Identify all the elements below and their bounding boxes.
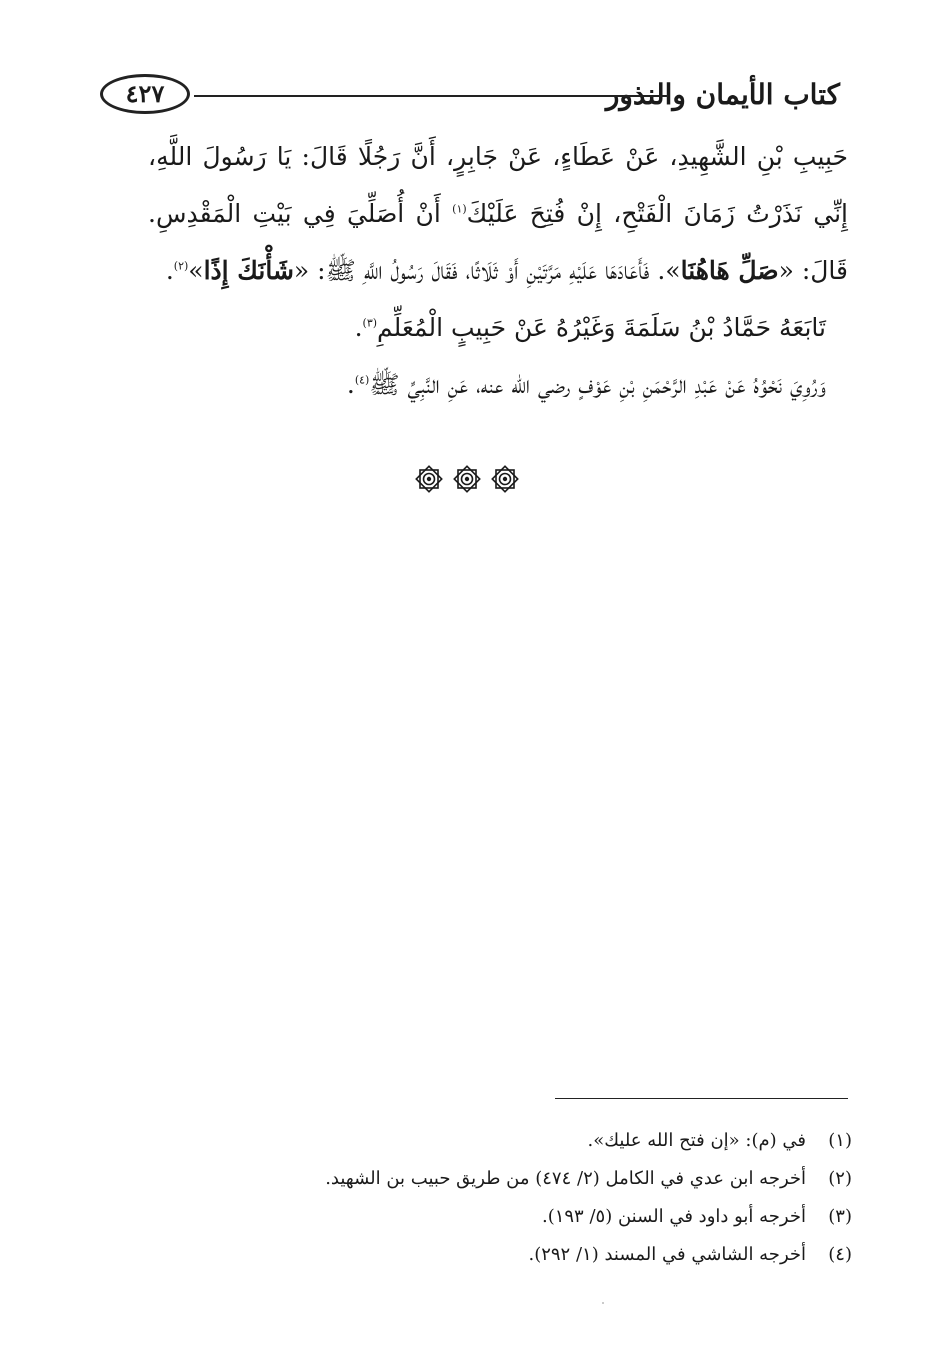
main-text	[148, 128, 848, 413]
book-title: كتاب الأيمان والنذور	[605, 78, 840, 111]
star-rosette-icon	[490, 464, 520, 494]
footnote-number: (١)	[828, 1130, 852, 1151]
text-segment: ». فَأَعَادَهَا عَلَيْهِ مَرَّتَيْنِ أَوْ ثَلَاثًا، فَقَالَ رَسُولُ اللَّهِ ﷺ: «	[293, 256, 681, 285]
footnote-ref-2[interactable]: (٢)	[173, 259, 189, 273]
footnote-ref-4[interactable]: (٤)	[354, 373, 370, 387]
footnote-ref-1[interactable]: (١)	[452, 202, 467, 216]
header-rule	[194, 95, 668, 97]
star-rosette-icon	[414, 464, 444, 494]
text-segment: أَنْ أُصَلِّيَ فِي بَيْتِ الْمَقْدِسِ. قَالَ: «	[148, 199, 848, 285]
text-segment: .	[346, 370, 355, 399]
footnote-item	[150, 1198, 852, 1236]
footnote-text: أخرجه الشاشي في المسند (١/ ٢٩٢).	[528, 1244, 806, 1265]
prophet-saying-1: صَلِّ هَاهُنَا	[680, 256, 779, 285]
text-segment: »	[188, 256, 204, 285]
text-segment: تَابَعَهُ حَمَّادُ بْنُ سَلَمَةَ وَغَيْرُهُ عَنْ حَبِيبٍ الْمُعَلِّمِ	[377, 313, 826, 342]
footnote-text: في (م): «إن فتح الله عليك».	[587, 1130, 806, 1151]
paragraph-mutaba	[148, 299, 848, 356]
text-segment: .	[165, 256, 174, 285]
footnote-separator	[555, 1098, 848, 1099]
text-segment: حَبِيبِ بْنِ الشَّهِيدِ، عَنْ عَطَاءٍ، عَنْ جَابِرٍ، أَنَّ رَجُلًا قَالَ: يَا رَسُولَ اللَّهِ، إِنِّي نَذَرْتُ زَمَانَ الْفَتْحِ، إِنْ فُتِحَ عَلَيْكَ	[148, 142, 848, 228]
paragraph-riwaya	[148, 356, 848, 413]
footnotes	[150, 1122, 852, 1274]
text-segment: وَرُوِيَ نَحْوُهُ عَنْ عَبْدِ الرَّحْمَنِ بْنِ عَوْفٍ رضي الله عنه، عَنِ النَّبِيِّ ﷺ	[369, 370, 826, 399]
paragraph-hadith	[148, 128, 848, 299]
section-divider-ornament	[407, 462, 527, 496]
page-header	[100, 74, 840, 120]
page-number-badge	[100, 74, 190, 114]
footnote-number: (٤)	[828, 1244, 852, 1265]
footnote-item	[150, 1122, 852, 1160]
star-rosette-icon	[452, 464, 482, 494]
page-number: ٤٢٧	[125, 79, 165, 108]
footnote-item	[150, 1236, 852, 1274]
text-segment: .	[354, 313, 363, 342]
prophet-saying-2: شَأْنَكَ إِذًا	[203, 256, 294, 285]
footnote-item	[150, 1160, 852, 1198]
footnote-text: أخرجه ابن عدي في الكامل (٢/ ٤٧٤) من طريق حبيب بن الشهيد.	[325, 1168, 806, 1189]
footnote-number: (٢)	[828, 1168, 852, 1189]
footnote-text: أخرجه أبو داود في السنن (٥/ ١٩٣).	[541, 1206, 806, 1227]
footnote-ref-3[interactable]: (٣)	[362, 316, 378, 330]
scan-speck	[602, 1302, 604, 1304]
footnote-number: (٣)	[828, 1206, 852, 1227]
